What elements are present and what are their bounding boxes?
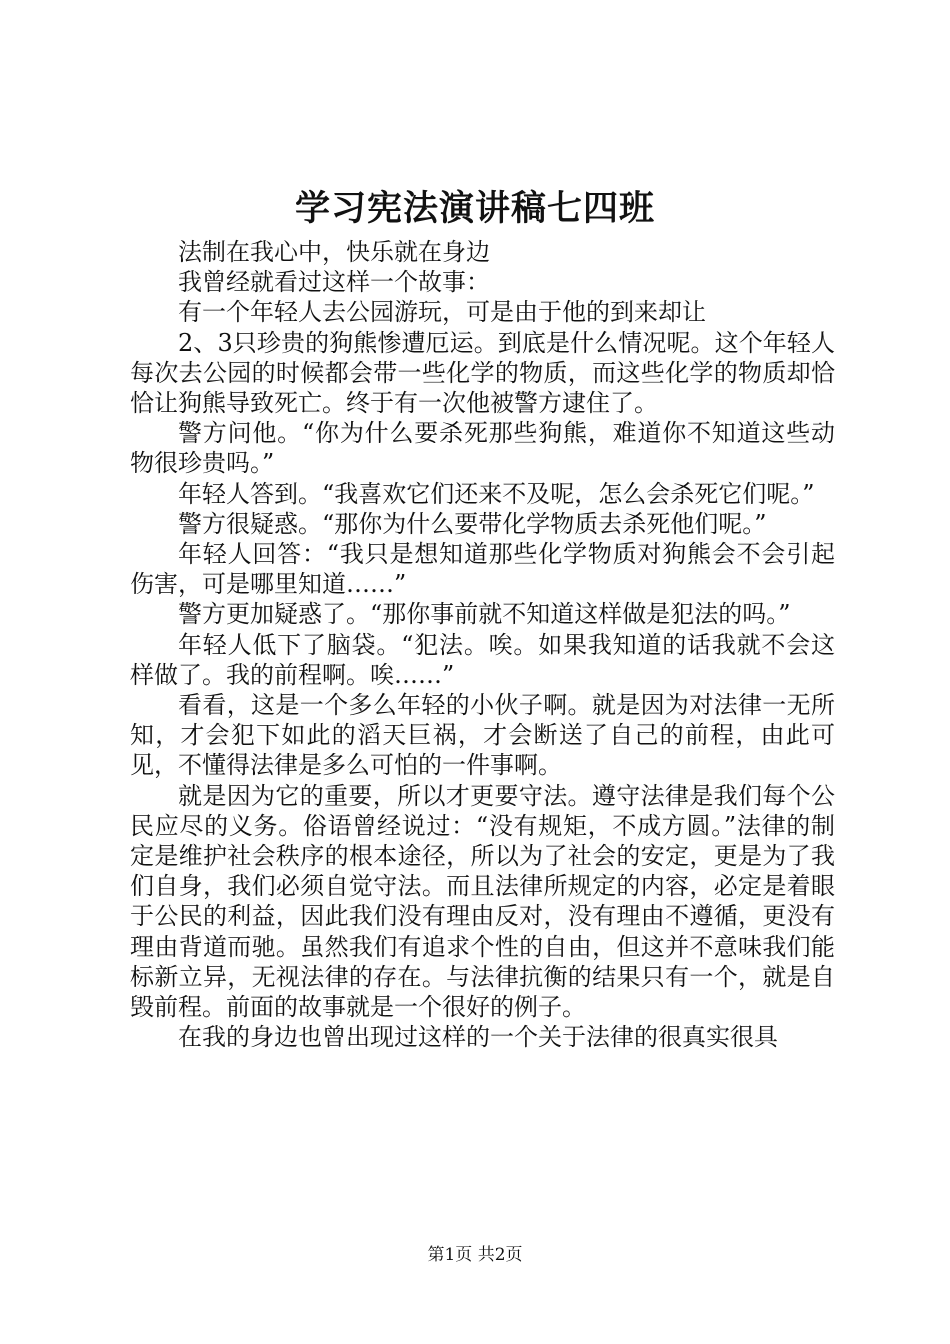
paragraph: 有一个年轻人去公园游玩，可是由于他的到来却让 [178, 298, 706, 327]
paragraph: 年轻人答到。“我喜欢它们还来不及呢，怎么会杀死它们呢。” [178, 479, 815, 508]
paragraph: 法制在我心中，快乐就在身边 [178, 238, 490, 266]
paragraph: 年轻人低下了脑袋。“犯法。唉。如果我知道的话我就不会这样做了。我的前程啊。唉……” [130, 630, 835, 689]
paragraph: 警方问他。“你为什么要杀死那些狗熊，难道你不知道这些动物很珍贵吗。” [130, 419, 835, 478]
page-number-footer: 第1页 共2页 [427, 1245, 523, 1265]
paragraph: 看看，这是一个多么年轻的小伙子啊。就是因为对法律一无所知，才会犯下如此的滔天巨祸，才会断送了自己的前程，由此可见，不懂得法律是多么可怕的一件事啊。 [130, 691, 835, 780]
paragraph: 我曾经就看过这样一个故事： [178, 268, 490, 297]
paragraph: 在我的身边也曾出现过这样的一个关于法律的很真实很具 [178, 1023, 778, 1052]
document-body [130, 237, 835, 1052]
document-title: 学习宪法演讲稿七四班 [294, 188, 655, 229]
paragraph: 警方更加疑惑了。“那你事前就不知道这样做是犯法的吗。” [178, 600, 791, 629]
paragraph: 警方很疑惑。“那你为什么要带化学物质去杀死他们呢。” [178, 509, 767, 538]
paragraph: 2、3只珍贵的狗熊惨遭厄运。到底是什么情况呢。这个年轻人每次去公园的时候都会带一些化学的物质，而这些化学的物质却恰恰让狗熊导致死亡。终于有一次他被警方逮住了。 [130, 328, 835, 418]
paragraph: 年轻人回答：“我只是想知道那些化学物质对狗熊会不会引起伤害，可是哪里知道……” [130, 540, 835, 599]
paragraph: 就是因为它的重要，所以才更要守法。遵守法律是我们每个公民应尽的义务。俗语曾经说过：“没有规矩，不成方圆。”法律的制定是维护社会秩序的根本途径，所以为了社会的安定，更是为了我们自身，我们必须自觉守法。而且法律所规定的内容，必定是着眼于公民的利益，因此我们没有理由反对，没有理由不遵循，更没有理由背道而驰。虽然我们有追求个性的自由，但这并不意味我们能标新立异，无视法律的存在。与法律抗衡的结果只有一个，就是自毁前程。前面的故事就是一个很好的例子。 [130, 781, 835, 1022]
